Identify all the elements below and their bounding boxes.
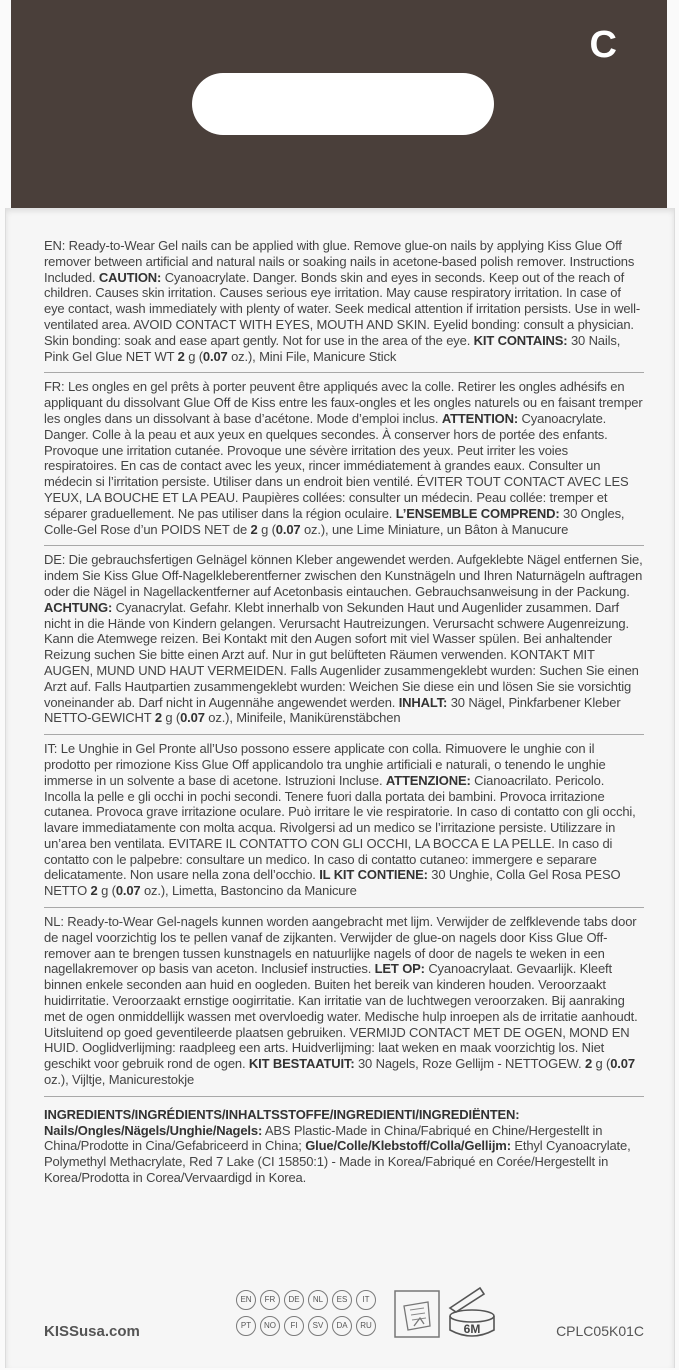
text-content <box>44 238 644 1194</box>
text-run: oz.), une Lime Miniature, un Bâton à Manucure <box>300 521 569 537</box>
bold-term: KIT CONTAINS: <box>473 332 568 348</box>
section-nl <box>44 908 644 1097</box>
text-run: g ( <box>257 521 276 537</box>
text-run: ABS Plastic-Made in China/Fabriqué en Chine/Hergestellt in China/Prodotte in Cina/Gefabriceerd in China; <box>44 1122 603 1154</box>
bold-term: 2 <box>154 710 162 726</box>
language-code-badge: DE <box>284 1290 304 1310</box>
text-run: oz.), Mini File, Manicure Stick <box>227 348 397 364</box>
hang-hole <box>192 73 494 135</box>
bold-term: L’ENSEMBLE COMPREND: <box>395 505 560 521</box>
bold-term: LET OP: <box>374 961 425 977</box>
text-run: IT: Le Unghie in Gel Pronte all’Uso possono essere applicate con colla. Rimuovere le unghie con il prodotto per rimozione Kiss Glue Off applicandolo tra unghie artificiali e naturali, o tenendo le unghie immerse in un solvente a base di acetone. Istruzioni Incluse. <box>44 741 606 788</box>
language-code-badge: PT <box>236 1316 256 1336</box>
language-code-badge: DA <box>332 1316 352 1336</box>
footer <box>44 1286 644 1356</box>
text-run: DE: Die gebrauchsfertigen Gelnägel können Kleber angewendet werden. Aufgeklebte Nägel entfernen Sie, indem Sie Kiss Glue Off-Nagelkleberentferner zwischen den Kunstnägeln und Ihren Naturnägeln auftragen oder die Nägel in Nagellackentferner auf Acetonbasis eintauchen. Gebrauchsanweisung in der Packung. <box>44 552 643 599</box>
text-run: 30 Nagels, Roze Gellijm - NETTOGEW. <box>354 1056 585 1072</box>
section-en <box>44 238 644 373</box>
text-run: EN: Ready-to-Wear Gel nails can be applied with glue. Remove glue-on nails by applying Kiss Glue Off remover between artificial and natural nails or soaking nails in acetone-based polish remover. Instructions Included. <box>44 238 635 285</box>
text-run: g ( <box>161 710 181 726</box>
text-run: Ethyl Cyanoacrylate, Polymethyl Methacrylate, Red 7 Lake (CI 15850:1) - Made in Korea/Fabriqué en Corée/Hergestellt in Korea/Prodotta in Corea/Vervaardigd in Korea. <box>44 1138 631 1186</box>
text-run: g ( <box>184 348 203 364</box>
bold-term: 2 <box>177 348 185 364</box>
product-code: CPLC05K01C <box>556 1323 644 1339</box>
language-code-badge: NO <box>260 1316 280 1336</box>
text-run: Cyanacrylat. Gefahr. Klebt innerhalb von Sekunden Haut und Augenlider zusammen. Darf nicht in die Hände von Kindern gelangen. Verursacht Hautreizungen. Verursacht schwere Augenreizung. Kann die Atemwege reizen. Bei Kontakt mit den Augen sofort mit viel Wasser spülen. Bei anhaltender Reizung suchen Sie bitte einen Arzt auf. Nur in gut belüfteten Räumen verwenden. KONTAKT MIT AUGEN, MUND UND HAUT VERMEIDEN. Falls Augenlider zusammengeklebt wurden: Suchen Sie einen Arzt auf. Falls Hautpartien zusammengeklebt wurden: Weichen Sie diese ein und lösen Sie sie vorsichtig voneinander ab. Darf nicht in Augennähe angewendet werden. <box>44 599 639 710</box>
bold-term: Nails/Ongles/Nägels/Unghie/Nagels: <box>44 1122 263 1138</box>
text-run: g ( <box>592 1056 611 1072</box>
bold-term: ATTENTION: <box>441 410 519 426</box>
text-run: 30 Nägel, Pinkfarbener Kleber NETTO-GEWICHT <box>44 694 621 726</box>
bold-term: ATTENZIONE: <box>385 772 471 788</box>
language-code-badge: FI <box>284 1316 304 1336</box>
section-de <box>44 546 644 735</box>
language-code-badge: RU <box>356 1316 376 1336</box>
bold-term: 2 <box>250 521 258 537</box>
text-run: FR: Les ongles en gel prêts à porter peuvent être appliqués avec la colle. Retirer les ongles adhésifs en appliquant du dissolvant Glue Off de Kiss entre les faux-ongles et les ongles naturels ou en faisant tremper les ongles dans un dissolvant à base d’acétone. Mode d’emploi inclus. <box>44 379 643 426</box>
bold-term: 2 <box>90 883 98 899</box>
language-code-badge: NL <box>308 1290 328 1310</box>
text-run: oz.), Limetta, Bastoncino da Manicure <box>140 883 357 899</box>
text-run: g ( <box>97 883 116 899</box>
bold-term: IL KIT CONTIENE: <box>319 867 428 883</box>
package-back <box>5 208 675 1368</box>
text-run: Cyanoacrylate. Danger. Colle à la peau et aux yeux en quelques secondes. À conserver hors de portée des enfants. Provoque une irritation cutanée. Provoque une sévère irritation des yeux. Peut irriter les voies respiratoires. En cas de contact avec les yeux, rincer immédiatement à grandes eaux. Consulter un médecin si l’irritation persiste. Utiliser dans un endroit bien ventilé. ÉVITER TOUT CONTACT AVEC LES YEUX, LA BOUCHE ET LA PEAU. Paupières collées: consulter un médecin. Peau collée: tremper et séparer graduellement. Ne pas utiliser dans la région oculaire. <box>44 410 629 521</box>
text-run: oz.), Minifeile, Manikürenstäbchen <box>204 710 401 726</box>
bold-term: 0.07 <box>202 348 228 364</box>
bold-term: CAUTION: <box>98 269 162 285</box>
section-ingredients <box>44 1097 644 1194</box>
text-run: 30 Nails, Pink Gel Glue NET WT <box>44 332 621 364</box>
language-code-badge: EN <box>236 1290 256 1310</box>
tab-letter: C <box>589 24 617 66</box>
bold-term: 0.07 <box>275 521 301 537</box>
text-run: Cyanoacrylaat. Gevaarlijk. Kleeft binnen enkele seconden aan huid en oogleden. Buiten het bereik van kinderen houden. Veroorzaakt huidirritatie. Veroorzaakt ernstige oogirritatie. Kan irritatie van de luchtwegen veroorzaken. Bij aanraking met de ogen onmiddellijk wassen met overvloedig water. Medische hulp inroepen als de irritatie aanhoudt. Uitsluitend op goed geventileerde plaatsen gebruiken. VERMIJD CONTACT MET DE OGEN, MOND EN HUID. Ooglidverlijming: raadpleeg een arts. Huidverlijming: laat weken en maak voorzichtig los. Niet geschikt voor gebruik rond de ogen. <box>44 961 638 1072</box>
language-code-badge: ES <box>332 1290 352 1310</box>
hang-tab <box>11 0 667 208</box>
bold-term: INGREDIENTS/INGRÉDIENTS/INHALTSSTOFFE/INGREDIENTI/INGREDIËNTEN: <box>44 1106 520 1122</box>
language-code-badge: SV <box>308 1316 328 1336</box>
website-url: KISSusa.com <box>44 1323 140 1340</box>
language-code-badge: IT <box>356 1290 376 1310</box>
bold-term: ACHTUNG: <box>44 599 113 615</box>
language-code-badge: FR <box>260 1290 280 1310</box>
bold-term: 0.07 <box>610 1056 635 1072</box>
bold-term: KIT BESTAATUIT: <box>248 1056 355 1072</box>
text-run: Cyanoacrylate. Danger. Bonds skin and eyes in seconds. Keep out of the reach of children. Causes skin irritation. Causes serious eye irritation. May cause respiratory irritation. In case of eye contact, wash immediately with plenty of water. Seek medical attention if irritation persists. Use in well-ventilated area. AVOID CONTACT WITH EYES, MOUTH AND SKIN. Eyelid bonding: consult a physician. Skin bonding: soak and ease apart gently. Not for use in the area of the eye. <box>44 269 641 348</box>
bold-term: 2 <box>584 1056 593 1072</box>
bold-term: 0.07 <box>115 883 141 899</box>
text-run: 30 Ongles, Colle-Gel Rose d’un POIDS NET de <box>44 505 625 537</box>
bold-term: 0.07 <box>180 710 205 726</box>
pao-label: 6M <box>463 1322 481 1336</box>
text-run: NL: Ready-to-Wear Gel-nagels kunnen worden aangebracht met lijm. Verwijder de zelfklevende tabs door de nagel voorzichtig los te pellen vanaf de zijkanten. Verwijder de glue-on nagels door Kiss Glue Off-remover aan te brengen tussen kunstnagels en natuurlijke nagels of door de nagels te weken in een nagellakremover op basis van aceton. Inclusief instructies. <box>44 914 637 977</box>
text-run: Cianoacrilato. Pericolo. Incolla la pelle e gli occhi in pochi secondi. Tenere fuori dalla portata dei bambini. Provoca irritazione cutanea. Provoca grave irritazione oculare. Può irritare le vie respiratorie. In caso di contatto con gli occhi, lavare immediatamente con molta acqua. Rivolgersi ad un medico se l’irritazione persiste. Utilizzare in un’area ben ventilata. EVITARE IL CONTATTO CON GLI OCCHI, LA BOCCA E LA PELLE. In caso di contatto con le palpebre: consultare un medico. In caso di contatto cutaneo: immergere e separare delicatamente. Non usare nella zona dell’occhio. <box>44 772 636 883</box>
bold-term: INHALT: <box>398 694 448 710</box>
text-run: oz.), Vijltje, Manicurestokje <box>44 1072 195 1088</box>
section-it <box>44 735 644 908</box>
bold-term: Glue/Colle/Klebstoff/Colla/Gellijm: <box>305 1138 511 1154</box>
text-run: 30 Unghie, Colla Gel Rosa PESO NETTO <box>44 867 621 899</box>
section-fr <box>44 373 644 546</box>
